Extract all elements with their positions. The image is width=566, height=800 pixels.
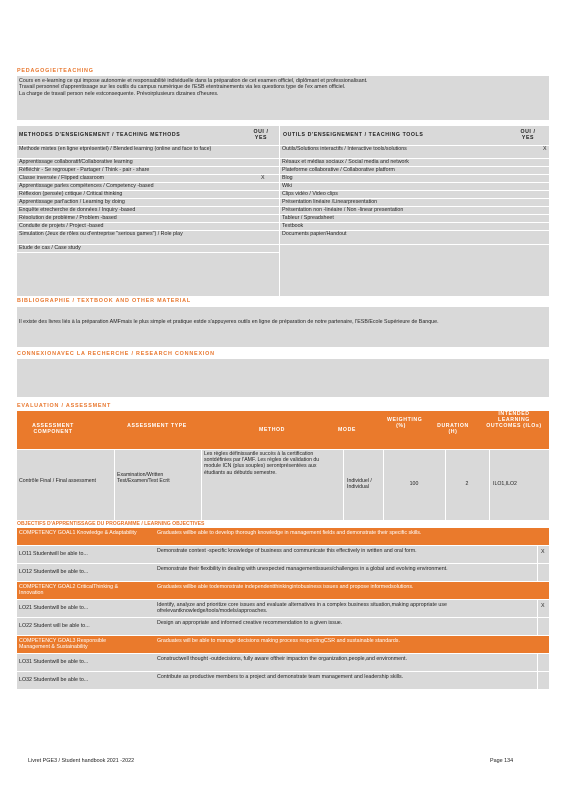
method-label: Résolution de problème / Problem -based — [19, 215, 117, 221]
competency-goal-label: COMPETENCY GOAL1 Knowledge & Adaptability — [19, 530, 137, 536]
tool-label: Documents papier/Handout — [282, 231, 347, 237]
tool-row — [280, 183, 549, 191]
tools-list — [280, 146, 549, 245]
bibliographie-title: BIBLIOGRAPHIE / TEXTBOOK AND OTHER MATERIAL — [17, 298, 191, 304]
method-label: Simulation (Jeux de rôles ou d'entreprise "serious games") / Role play — [19, 231, 183, 237]
method-label: Apprentissage parl'action / Learning by doing — [19, 199, 125, 205]
methods-oui-header: OUI / YES — [253, 129, 269, 141]
eval-type: Examination/Written Test/Examen/Test Ecrit — [117, 472, 170, 485]
tool-label: Tableur / Spreadsheet — [282, 215, 334, 221]
tool-label: Outils/Solutions interactifs / Interactive tools/solutions — [282, 146, 407, 152]
eval-mode: Individuel / Individual — [347, 478, 372, 491]
connexion-box — [17, 359, 549, 397]
method-label: Conduite de projets / Project -based — [19, 223, 104, 229]
competency-goal-row — [17, 636, 549, 654]
learning-outcome-code: LO22 Student will be able to... — [19, 623, 90, 629]
method-row — [17, 159, 279, 167]
learning-outcome-code: LO12 Studentwill be able to... — [19, 569, 89, 575]
method-label: Classe inversée / Flipped classroom — [19, 175, 105, 181]
method-label: Enquête etrecherche de données / Inquiry -based — [19, 207, 136, 213]
method-label: Etude de cas / Case study — [19, 245, 81, 251]
eval-ilos: ILO1,ILO2 — [493, 481, 517, 487]
learning-outcome-code: LO32 Studentwill be able to... — [19, 677, 89, 683]
tool-row — [280, 175, 549, 183]
method-row — [17, 183, 279, 191]
learning-outcome-row — [17, 672, 549, 690]
learning-outcome-text: Demonstrate context -specific knowledge of business and communicate this effectively in written and oral form. — [157, 548, 417, 554]
tool-label: Présentation linéaire /Linearpresentation — [282, 199, 378, 205]
learning-outcome-code: LO21 Studentwill be able to... — [19, 605, 89, 611]
tool-label: Blog — [282, 175, 293, 181]
eval-header-weight: WEIGHTING (%) — [387, 417, 423, 429]
tool-label: Présentation non -linéaire / Non -linear presentation — [282, 207, 404, 213]
competency-goal-description: Graduates will be able to manage decisions making process respectingCSR and sustainable standards. — [157, 638, 400, 644]
learning-outcome-row — [17, 546, 549, 564]
bibliographie-text: Il existe des livres liés à la préparation AMFmais le plus simple et pratique estde s'appuyeres outils en ligne de préparation de notre partenaire, l'ESB/Ecole Supérieure de Banque. — [19, 319, 439, 325]
pedagogie-line-3: La charge de travail person nele estconsequente. Prévoirplusieurs dizaines d'heures. — [19, 90, 219, 97]
tool-label: Résaux et médias sociaux / Social media and network — [282, 159, 409, 165]
method-row — [17, 175, 279, 183]
connexion-title: CONNEXIONAVEC LA RECHERCHE / RESEARCH CONNEXION — [17, 351, 215, 357]
tool-row — [280, 199, 549, 207]
learning-outcome-mark: X — [541, 603, 545, 609]
competency-goal-row — [17, 582, 549, 600]
tools-oui-header: OUI / YES — [520, 129, 536, 141]
tool-row — [280, 223, 549, 231]
methods-header: METHODES D'ENSEIGNEMENT / TEACHING METHODS — [19, 132, 181, 138]
footer-left: Livret PGE3 / Student handbook 2021 -2022 — [28, 758, 135, 764]
learning-objectives — [17, 528, 549, 690]
learning-outcome-code: LO11 Studentwill be able to... — [19, 551, 88, 557]
learning-outcome-text: Design an appropriate and informed creative recommendation to a given issue. — [157, 620, 343, 626]
method-label: Methode mixtes (en ligne etprésentiel) / Blended learning (online and face to face) — [19, 146, 212, 152]
footer-page: Page 134 — [490, 758, 514, 764]
learning-outcome-text: Contribute as productive members to a project and demonstrate team management and leadership skills. — [157, 674, 404, 680]
tool-row — [280, 146, 549, 159]
method-row — [17, 223, 279, 231]
learning-outcome-row — [17, 654, 549, 672]
eval-method: Les règles définissantle succès à la certification sontdéfinies par l'AMF. Les règles de validation du module ICN (plus souples) serontprésentées aux étudiants au débutdu semestre. — [204, 451, 320, 476]
tool-yes-mark: X — [543, 146, 547, 152]
method-row — [17, 245, 279, 253]
evaluation-table — [17, 411, 549, 520]
competency-goal-description: Graduates willbe able todemonstrate independentthinkingintobusiness issues and propose informedsolutions. — [157, 584, 414, 590]
pedagogie-line-1: Cours en e-learning ce qui impose autonomie et responsabilité individuelle dans la préparation de cet examen officiel, diplômant et professionalisant. — [19, 78, 368, 84]
learning-outcome-mark: X — [541, 549, 545, 555]
method-row — [17, 215, 279, 223]
eval-header-method: METHOD — [258, 427, 286, 433]
learning-outcome-code: LO31 Studentwill be able to... — [19, 659, 89, 665]
pedagogie-box — [17, 76, 549, 120]
competency-goal-label: COMPETENCY GOAL2 CriticalThinking & Innovation — [19, 584, 119, 597]
tool-row — [280, 191, 549, 199]
method-row — [17, 146, 279, 159]
method-row — [17, 207, 279, 215]
tool-row — [280, 215, 549, 223]
method-label: Réfléchir - Se regrouper - Partager / Think - pair - share — [19, 167, 150, 173]
bibliographie-box — [17, 307, 549, 347]
tool-label: Plateforme collaborative / Collaborative platform — [282, 167, 395, 173]
competency-goal-row — [17, 528, 549, 546]
eval-header-mode: MODE — [338, 427, 356, 433]
pedagogie-title: PEDAGOGIE/TEACHING — [17, 68, 94, 74]
learning-outcome-text: Demonstrate their flexibility in dealing with unexpected managementissues/challenges in a global and evolving environment. — [157, 566, 448, 572]
tool-row — [280, 231, 549, 245]
eval-header-duration: DURATION (H) — [437, 423, 469, 435]
tool-row — [280, 207, 549, 215]
eval-header-ilos: INTENDED LEARNING OUTCOMES (ILOs) — [486, 411, 542, 429]
learning-outcome-row — [17, 618, 549, 636]
method-row — [17, 191, 279, 199]
objectifs-title: OBJECTIFS D'APPRENTISSAGE DU PROGRAMME / LEARNING OBJECTIVES — [17, 521, 205, 527]
competency-goal-description: Graduates willbe able to develop thorough knowledge in management fields and demonstrate their specific skills. — [157, 530, 422, 536]
method-yes-mark: X — [261, 175, 265, 181]
eval-header-type: ASSESSMENT TYPE — [127, 423, 187, 429]
learning-outcome-row — [17, 564, 549, 582]
eval-duration: 2 — [465, 481, 469, 487]
learning-outcome-text: Constructwell thought -outdecisions, fully aware oftheir impacton the organization,people,and environment. — [157, 656, 407, 662]
method-label: Apprentissage parles compétences / Competency -based — [19, 183, 154, 189]
pedagogie-line-2: Travail personnel d'apprentissage sur les outils du campus numérique de l'ESB etentrainements via les questions type de l'ex amen officiel. — [19, 84, 346, 91]
method-row — [17, 167, 279, 175]
tool-row — [280, 167, 549, 175]
method-label: Réflexion (pensée) critique / Critical thinking — [19, 191, 123, 197]
eval-weight: 100 — [409, 481, 419, 487]
tool-label: Textbook — [282, 223, 304, 229]
evaluation-title: EVALUATION / ASSESSMENT — [17, 403, 112, 409]
eval-component: Contrôle Final / Final assessment — [19, 478, 96, 484]
learning-outcome-row — [17, 600, 549, 618]
competency-goal-label: COMPETENCY GOAL3 Responsible Management & Sustainability — [19, 638, 107, 651]
learning-outcome-text: Identify, analyze and prioritize core issues and evaluate alternatives in a complex business situation,making appropriate use ofrelevantknowledge/tools/models/approaches. — [157, 602, 447, 615]
tools-header: OUTILS D'ENSEIGNEMENT / TEACHING TOOLS — [283, 132, 424, 138]
method-label: Apprentissage collaboratif/Collaborative learning — [19, 159, 133, 165]
methods-list — [17, 146, 279, 253]
eval-header-component: ASSESSMENT COMPONENT — [32, 423, 74, 435]
tool-label: Wiki — [282, 183, 293, 189]
tool-row — [280, 159, 549, 167]
tool-label: Clips vidéo / Video clips — [282, 191, 338, 197]
methods-box — [17, 126, 549, 296]
method-row — [17, 231, 279, 245]
method-row — [17, 199, 279, 207]
